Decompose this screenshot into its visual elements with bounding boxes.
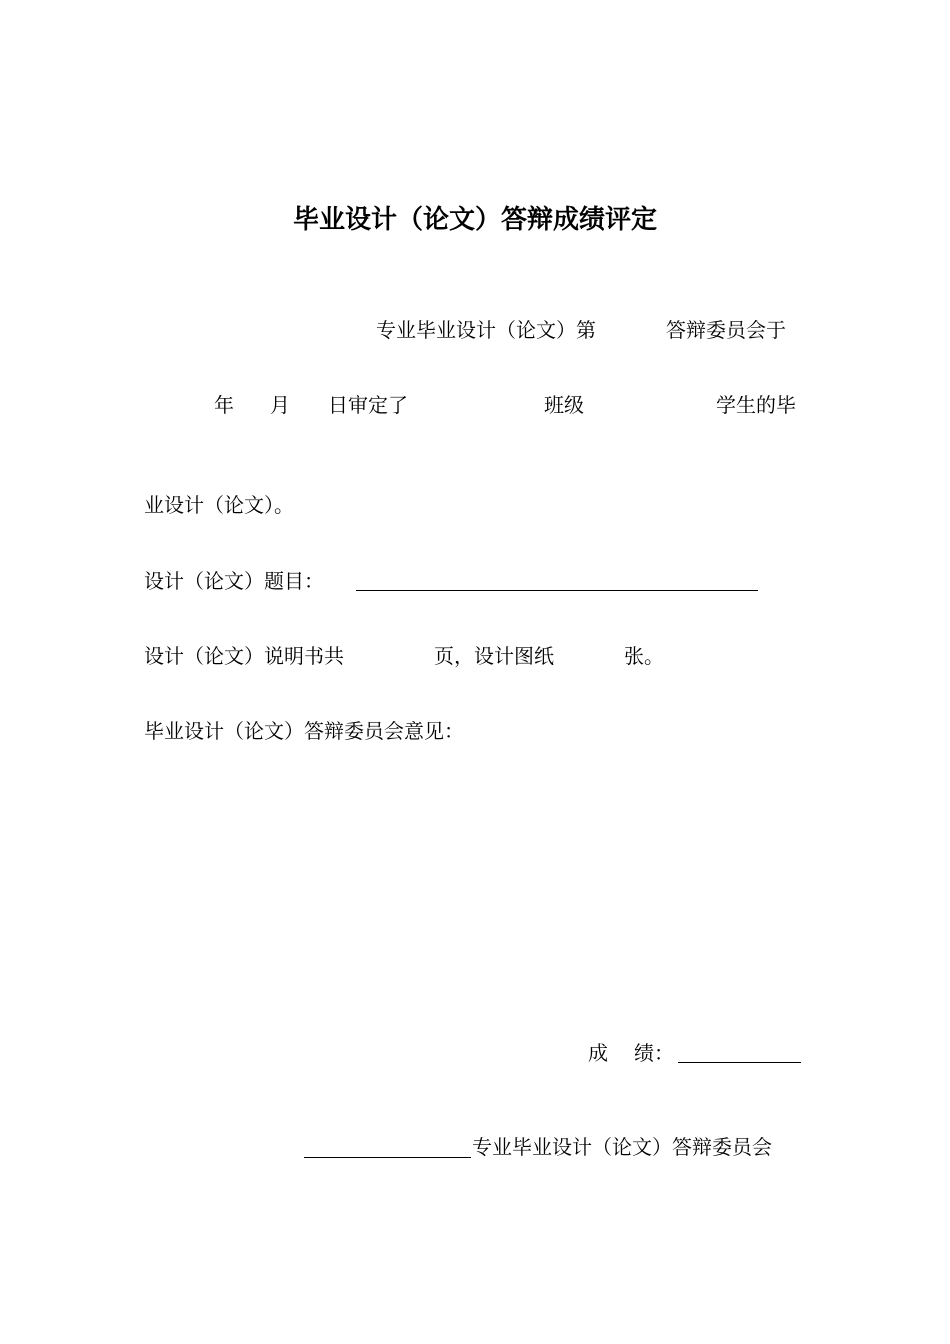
line2-month-text: 月 bbox=[270, 393, 290, 417]
committee-text: 专业毕业设计（论文）答辩委员会 bbox=[472, 1135, 772, 1159]
line2-student-text: 学生的毕 bbox=[716, 393, 796, 417]
topic-label: 设计（论文）题目： bbox=[144, 569, 324, 593]
committee-underline bbox=[304, 1157, 471, 1158]
pages-line-part3: 张。 bbox=[624, 644, 664, 668]
pages-line-part2: 页，设计图纸 bbox=[434, 644, 554, 668]
grade-label-char1: 成 bbox=[588, 1041, 608, 1065]
line2-year-text: 年 bbox=[214, 393, 234, 417]
document-title: 毕业设计（论文）答辩成绩评定 bbox=[292, 205, 657, 235]
line2-class-text: 班级 bbox=[544, 393, 584, 417]
pages-line-part1: 设计（论文）说明书共 bbox=[144, 644, 344, 668]
opinion-label: 毕业设计（论文）答辩委员会意见： bbox=[144, 719, 464, 743]
line1-major-text: 专业毕业设计（论文）第 bbox=[376, 318, 596, 342]
line1-committee-text: 答辩委员会于 bbox=[666, 318, 786, 342]
grade-underline bbox=[678, 1062, 801, 1063]
topic-underline bbox=[356, 590, 758, 591]
grade-label-char2: 绩： bbox=[634, 1041, 674, 1065]
line3-text: 业设计（论文）。 bbox=[144, 493, 294, 517]
line2-day-text: 日审定了 bbox=[328, 393, 408, 417]
